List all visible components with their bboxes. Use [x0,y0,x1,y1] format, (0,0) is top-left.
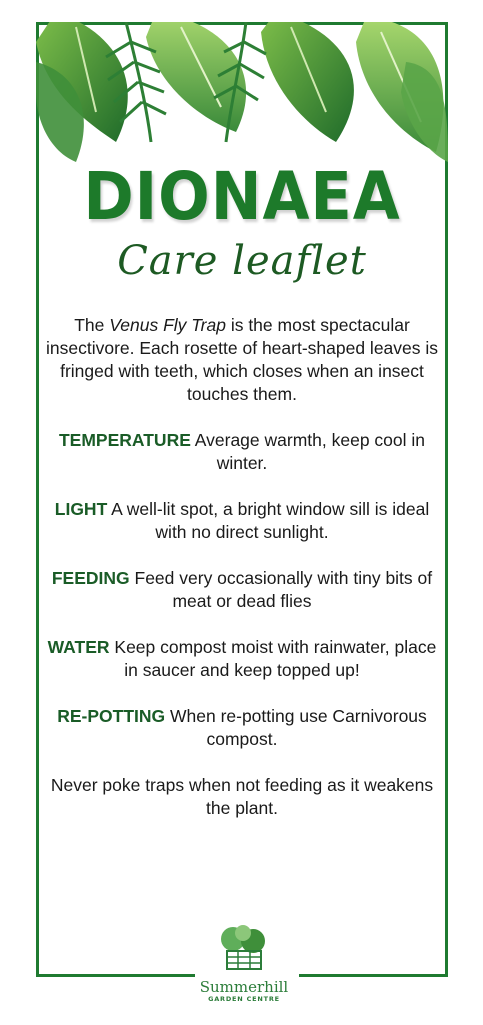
foliage-banner [36,22,448,162]
intro-paragraph [46,314,438,406]
section-heading: RE-POTTING [57,706,166,726]
intro-text: The [74,315,110,335]
section-feeding [46,567,438,613]
section-text: Average warmth, keep cool in winter. [190,430,426,473]
intro-text-rest: is the most spectacular insectivore. Each rosette of heart-shaped leaves is fringed with teeth, which closes when an insect touches them. [46,315,439,404]
section-light [46,498,438,544]
section-temperature [46,429,438,475]
section-text: Feed very occasionally with tiny bits of meat or dead flies [129,568,433,611]
section-text: Keep compost moist with rainwater, place in saucer and keep topped up! [109,637,437,680]
section-repotting [46,705,438,751]
section-heading: FEEDING [51,568,130,588]
plant-name: Venus Fly Trap [109,315,226,335]
section-text: A well-lit spot, a bright window sill is ideal with no direct sunlight. [107,499,430,542]
logo-subtitle: GARDEN CENTRE [208,995,280,1003]
section-text: When re-potting use Carnivorous compost. [165,706,427,749]
section-heading: LIGHT [54,499,108,519]
closing-note: Never poke traps when not feeding as it weakens the plant. [50,775,434,818]
leaflet-title: DIONAEA [83,158,401,235]
foliage-illustration [36,22,448,162]
tree-logo-icon [219,925,269,973]
summerhill-logo [199,925,289,1025]
section-water [46,636,438,682]
logo-name: Summerhill [199,978,289,996]
leaflet-subtitle: Care leaflet [117,238,367,284]
monstera-leaf-icon [261,22,354,142]
section-heading: WATER [47,637,110,657]
care-content [46,314,438,843]
section-heading: TEMPERATURE [58,430,191,450]
